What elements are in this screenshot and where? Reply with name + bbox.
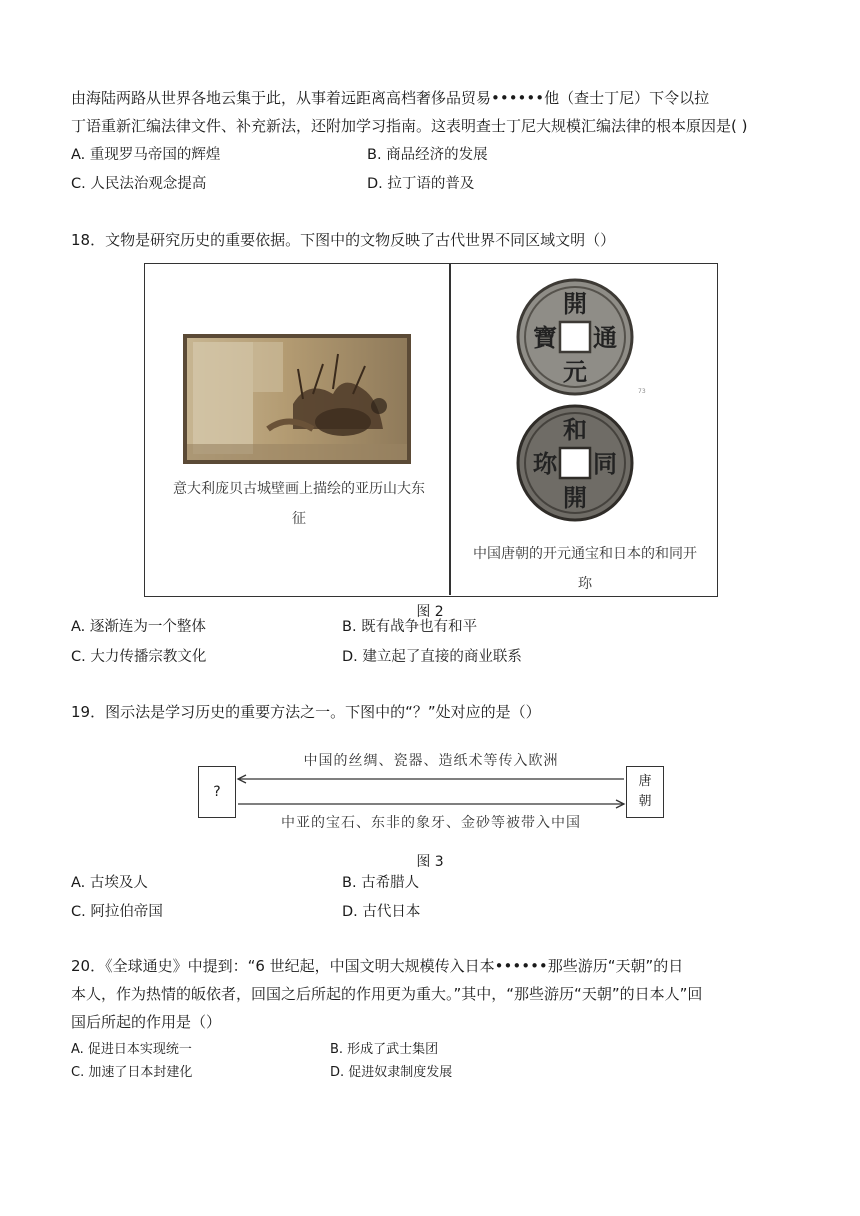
q19-stem: 19．图示法是学习历史的重要方法之一。下图中的“？”处对应的是（） [71,703,541,721]
q17-stem-line1: 由海陆两路从世界各地云集于此，从事着远距离高档奢侈品贸易••••••他（查士丁尼）下令以拉 [71,89,710,107]
coin2-char-top: 和 [563,415,587,444]
q17-option-d[interactable]: D. 拉丁语的普及 [367,176,475,192]
q19-diagram [198,752,664,836]
coin1-char-left: 寶 [533,323,557,352]
q20-stem-line2: 本人，作为热情的皈依者，回国之后所起的作用更为重大。”其中，“那些游历“天朝”的日本人”回 [71,985,703,1003]
q19-option-b[interactable]: B. 古希腊人 [342,875,420,891]
q20-option-b[interactable]: B. 形成了武士集团 [330,1042,439,1057]
incoming-goods-label: 中亚的宝石、东非的象牙、金砂等被带入中国 [281,815,581,831]
q17-option-b[interactable]: B. 商品经济的发展 [367,147,488,163]
fresco-caption [151,474,447,534]
q19-option-c[interactable]: C. 阿拉伯帝国 [71,904,163,920]
q18-option-b[interactable]: B. 既有战争也有和平 [342,619,478,635]
tang-box-line1: 唐 [638,774,652,789]
coin1-char-right: 通 [593,323,617,352]
wado-kaichin-coin [515,402,635,524]
q17-option-c[interactable]: C. 人民法治观念提高 [71,176,207,192]
q20-option-c[interactable]: C. 加速了日本封建化 [71,1065,193,1080]
coin1-char-top: 開 [563,289,587,318]
coins-caption-line2: 珎 [578,576,592,592]
coin2-char-right: 同 [593,449,617,478]
q18-option-d[interactable]: D. 建立起了直接的商业联系 [342,649,522,665]
q19-option-d[interactable]: D. 古代日本 [342,904,421,920]
kaiyuan-tongbao-coin [515,276,635,398]
q20-option-a[interactable]: A. 促进日本实现统一 [71,1042,192,1057]
fresco-caption-line2: 征 [292,511,306,527]
tang-box-line2: 朝 [638,794,652,809]
q19-option-a[interactable]: A. 古埃及人 [71,875,148,891]
coin2-char-left: 珎 [533,449,557,478]
q17-option-a[interactable]: A. 重现罗马帝国的辉煌 [71,147,221,163]
coin2-char-bottom: 開 [563,483,587,512]
q18-figure [144,263,718,597]
coins-caption-line1: 中国唐朝的开元通宝和日本的和同开 [473,546,697,562]
pompeii-fresco-image [183,334,411,464]
figure-2-label: 图 2 [416,604,444,620]
q17-stem [71,84,811,140]
unknown-box: ? [198,766,236,818]
q18-option-c[interactable]: C. 大力传播宗教文化 [71,649,207,665]
q20-stem [71,952,811,1036]
coin1-char-bottom: 元 [563,357,587,386]
q20-stem-line3: 国后所起的作用是（） [71,1013,222,1031]
figure-divider [449,264,451,595]
q18-stem: 18．文物是研究历史的重要依据。下图中的文物反映了古代世界不同区域文明（） [71,231,616,249]
coin-mark: 73 [638,388,646,395]
q17-stem-line2: 丁语重新汇编法律文件、补充新法，还附加学习指南。这表明查士丁尼大规模汇编法律的根本原因是( ) [71,117,748,135]
figure-3-label: 图 3 [416,854,444,870]
outgoing-goods-label: 中国的丝绸、瓷器、造纸术等传入欧洲 [303,753,559,769]
q20-option-d[interactable]: D. 促进奴隶制度发展 [330,1065,453,1080]
q20-stem-line1: 20．《全球通史》中提到：“6 世纪起，中国文明大规模传入日本••••••那些游历“天朝”的日 [71,957,684,975]
q18-option-a[interactable]: A. 逐渐连为一个整体 [71,619,206,635]
fresco-caption-line1: 意大利庞贝古城壁画上描绘的亚历山大东 [173,481,425,497]
coins-caption [453,539,717,599]
